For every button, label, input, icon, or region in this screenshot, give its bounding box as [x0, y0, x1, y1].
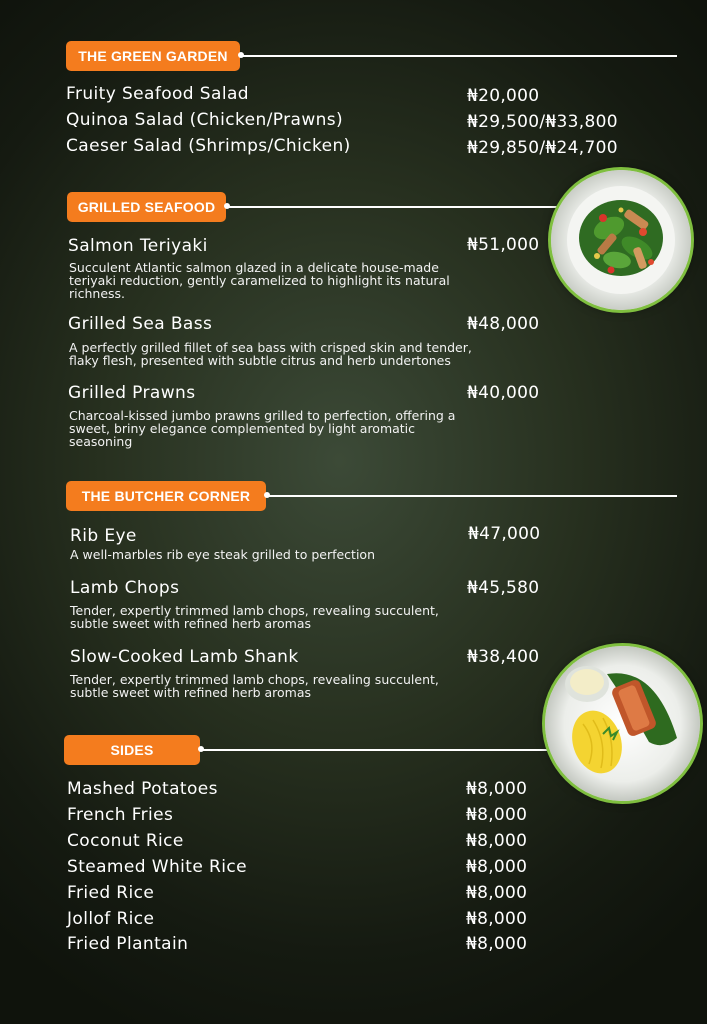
menu-item-name: Fried Plantain: [67, 934, 189, 954]
menu-item-price: ₦29,500/₦33,800: [467, 112, 618, 132]
menu-item-price: ₦40,000: [467, 383, 540, 403]
salad-plate-illustration: [551, 170, 691, 310]
section-title-green-garden: THE GREEN GARDEN: [66, 41, 240, 71]
menu-item-price: ₦51,000: [467, 235, 540, 255]
section-title-sides: SIDES: [64, 735, 200, 765]
section-divider: [200, 749, 550, 751]
salmon-plate-illustration: [545, 646, 700, 801]
salad-plate-photo: [551, 170, 691, 310]
menu-item-price: ₦8,000: [466, 831, 528, 851]
salmon-plate-photo: [545, 646, 700, 801]
menu-item-name: Fried Rice: [67, 883, 155, 903]
menu-item-name: Rib Eye: [70, 526, 137, 546]
menu-item-name: Jollof Rice: [67, 909, 155, 929]
menu-item-description: Tender, expertly trimmed lamb chops, revealing succulent, subtle sweet with refined herb aromas: [70, 672, 439, 700]
menu-item-name: Caeser Salad (Shrimps/Chicken): [66, 136, 351, 156]
menu-item-price: ₦45,580: [467, 578, 540, 598]
section-title-grilled-seafood: GRILLED SEAFOOD: [67, 192, 226, 222]
menu-item-name: Fruity Seafood Salad: [66, 84, 249, 104]
menu-item-name: Steamed White Rice: [67, 857, 247, 877]
section-divider: [240, 55, 677, 57]
section-divider: [266, 495, 677, 497]
menu-item-description: Charcoal-kissed jumbo prawns grilled to perfection, offering a sweet, briny elegance complemented by light aromatic seasoning: [69, 408, 456, 449]
section-divider: [226, 206, 566, 208]
menu-item-name: Mashed Potatoes: [67, 779, 218, 799]
menu-item-price: ₦20,000: [467, 86, 540, 106]
section-title-butcher-corner: THE BUTCHER CORNER: [66, 481, 266, 511]
menu-item-price: ₦47,000: [468, 524, 541, 544]
menu-item-name: French Fries: [67, 805, 174, 825]
menu-item-price: ₦48,000: [467, 314, 540, 334]
menu-item-price: ₦29,850/₦24,700: [467, 138, 618, 158]
menu-item-name: Quinoa Salad (Chicken/Prawns): [66, 110, 344, 130]
menu-item-name: Coconut Rice: [67, 831, 184, 851]
menu-item-description: A well-marbles rib eye steak grilled to perfection: [70, 547, 375, 562]
menu-item-description: Tender, expertly trimmed lamb chops, revealing succulent, subtle sweet with refined herb aromas: [70, 603, 439, 631]
menu-item-description: Succulent Atlantic salmon glazed in a delicate house-made teriyaki reduction, gently caramelized to highlight its natural richness.: [69, 260, 450, 301]
menu-item-description: A perfectly grilled fillet of sea bass with crisped skin and tender, flaky flesh, presented with subtle citrus and herb undertones: [69, 340, 472, 368]
menu-item-price: ₦8,000: [466, 934, 528, 954]
menu-item-name: Lamb Chops: [70, 578, 180, 598]
menu-item-price: ₦8,000: [466, 805, 528, 825]
menu-item-name: Grilled Prawns: [68, 383, 196, 403]
menu-item-price: ₦8,000: [466, 909, 528, 929]
menu-item-price: ₦38,400: [467, 647, 540, 667]
menu-item-name: Salmon Teriyaki: [68, 236, 208, 256]
menu-item-name: Slow-Cooked Lamb Shank: [70, 647, 299, 667]
menu-item-price: ₦8,000: [466, 883, 528, 903]
menu-item-price: ₦8,000: [466, 779, 528, 799]
menu-item-name: Grilled Sea Bass: [68, 314, 213, 334]
menu-item-price: ₦8,000: [466, 857, 528, 877]
